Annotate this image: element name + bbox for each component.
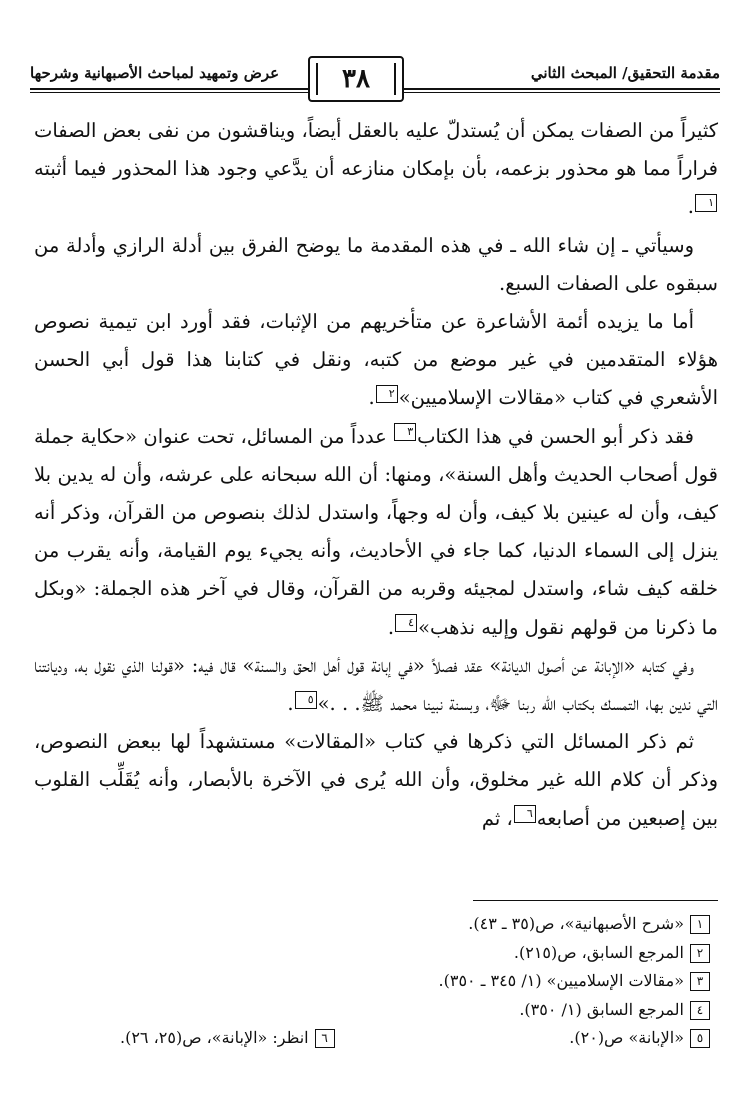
footnote-number: ٥ [690, 1029, 710, 1048]
paragraph-text: وسيأتي ـ إن شاء الله ـ في هذه المقدمة ما يوضح الفرق بين أدلة الرازي وأدلة من سبقوه على الصفات السبع. [34, 233, 718, 295]
footnote-text: المرجع السابق، ص(٢١٥). [513, 942, 684, 962]
footnote-ref[interactable]: ٢ [376, 385, 398, 403]
paragraph-text: أما ما يزيده أئمة الأشاعرة عن متأخريهم من الإثبات، فقد أورد ابن تيمية نصوص هؤلاء المتقدمين في غير موضع من كتبه، ونقل في كتابنا هذا قول أبي الحسن الأشعري في كتاب «مقالات الإسلاميين» [34, 310, 718, 410]
footnote-ref[interactable]: ٥ [295, 691, 317, 709]
running-header [30, 56, 720, 102]
footnote-ref[interactable]: ٦ [514, 805, 536, 823]
footnote-ref[interactable]: ٤ [395, 614, 417, 632]
page-number-text: ٣٨ [342, 64, 370, 94]
paragraph-text: فقد ذكر أبو الحسن في هذا الكتاب [417, 424, 694, 448]
paragraph-text: . [687, 195, 694, 219]
footnote-text: «الإبانة» ص(٢٠). [569, 1028, 684, 1047]
paragraph-4 [34, 418, 718, 647]
footnote-item [569, 1024, 710, 1053]
paragraph-text: وفي كتابه «الإبانة عن أصول الديانة» عقد فصلاً «في إبانة قول أهل الحق والسنة» قال فيه: «قولنا الذي نقول به، وديانتنا التي ندين بها، التمسك بكتاب الله ربنا ﷻ، وبسنة نبينا محمد ﷺ. . .» [34, 653, 718, 716]
paragraph-text: . [387, 615, 395, 639]
paragraph-6 [34, 723, 718, 838]
footnote-ref[interactable]: ١ [695, 194, 717, 212]
paragraph-2 [34, 227, 718, 303]
header-section-title: عرض وتمهيد لمباحث الأصبهانية وشرحها [30, 64, 280, 82]
footnote-number: ٦ [315, 1029, 335, 1048]
footnote-item [60, 939, 710, 968]
paragraph-5 [34, 647, 718, 723]
main-text [34, 112, 718, 838]
footnote-text: المرجع السابق (١/ ٣٥٠). [519, 999, 684, 1019]
footnote-number: ٢ [690, 944, 710, 963]
footnote-item [120, 1024, 335, 1053]
footnote-item [60, 996, 710, 1025]
paragraph-text: عدداً من المسائل، تحت عنوان «حكاية جملة قول أصحاب الحديث وأهل السنة»، ومنها: أن الله سبحانه على عرشه، وأن له يدين بلا كيف، وأن له عينين بلا كيف، وأن له وجهاً، واستدل لذلك بنصوص من القرآن، وذكر أنه ينزل إلى السماء الدنيا، كما جاء في الأحاديث، وأنه يجيء يوم القيامة، وأنه يقرب من خلقه كيف شاء، واستدل لمجيئه وقربه من القرآن، وقال في آخر هذه الجملة: «وبكل ما ذكرنا من قولهم نقول وإليه نذهب» [34, 424, 718, 639]
footnote-item [60, 910, 710, 939]
footnote-item [60, 967, 710, 996]
paragraph-text: . [287, 692, 294, 716]
footnote-separator [473, 900, 718, 901]
footnote-number: ٣ [690, 972, 710, 991]
paragraph-1 [34, 112, 718, 227]
footnote-row [60, 1024, 710, 1053]
footnotes [60, 910, 710, 1053]
paragraph-text: ثم ذكر المسائل التي ذكرها في كتاب «المقالات» مستشهداً لها ببعض النصوص، وذكر أن كلام الله غير مخلوق، وأن الله يُرى في الآخرة بالأبصار، وأنه يُقَلِّب القلوب بين إصبعين من أصابعه [34, 730, 718, 830]
header-chapter-title: مقدمة التحقيق/ المبحث الثاني [530, 64, 720, 82]
footnote-text: «شرح الأصبهانية»، ص(٣٥ ـ ٤٣). [468, 914, 684, 933]
paragraph-text: ، ثم [481, 806, 513, 830]
paragraph-text: . [368, 386, 375, 410]
footnote-number: ٤ [690, 1001, 710, 1020]
footnote-ref[interactable]: ٣ [394, 423, 416, 441]
footnote-text: انظر: «الإبانة»، ص(٢٥، ٢٦). [120, 1028, 309, 1047]
page-number [308, 56, 404, 102]
footnote-text: «مقالات الإسلاميين» (١/ ٣٤٥ ـ ٣٥٠). [438, 971, 684, 990]
footnote-number: ١ [690, 915, 710, 934]
paragraph-3 [34, 303, 718, 418]
paragraph-text: كثيراً من الصفات يمكن أن يُستدلّ عليه بالعقل أيضاً، ويناقشون من نفى بعض الصفات فراراً مما هو محذور بزعمه، بأن بإمكان منازعه أن يدَّعي وجود هذا المحذور فيما أثبته [34, 119, 718, 181]
